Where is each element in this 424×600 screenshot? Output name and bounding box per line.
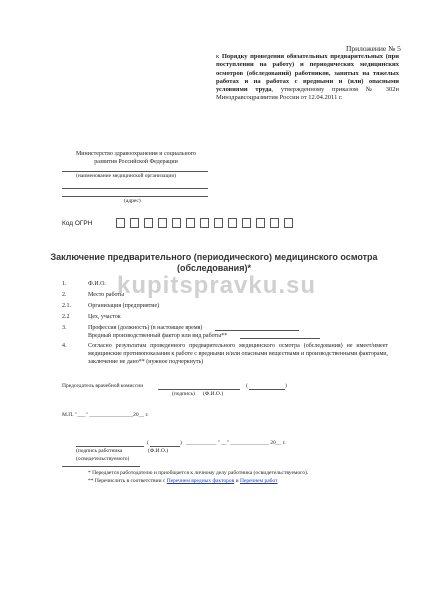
- appendix-reference: [216, 53, 399, 103]
- ogrn-digit-box[interactable]: [130, 218, 139, 228]
- ogrn-digit-box[interactable]: [144, 218, 153, 228]
- item-22-label: Цех, участок: [88, 314, 121, 320]
- org-name-line: [62, 171, 208, 172]
- item-4-num: 4.: [62, 343, 67, 349]
- harmful-factors-link[interactable]: Перечнем вредных факторов: [166, 478, 235, 484]
- appendix-title: Приложение № 5: [346, 44, 401, 53]
- footnote-2: [88, 478, 278, 486]
- item-2-num: 2.: [62, 292, 67, 298]
- ogrn-digit-box[interactable]: [158, 218, 167, 228]
- item-4-text: Согласно результатам проведенного предварительного медицинского осмотра (обследования) не имеет/имеет медицинские противопоказания к работе с вредными и/или опасными веществами и производственными факторами, заключение не дано** (нужное подчеркнуть): [88, 343, 388, 365]
- ogrn-digit-box[interactable]: [270, 218, 279, 228]
- org-name-caption: (наименование медицинской организации): [76, 173, 177, 179]
- ogrn-digit-box[interactable]: [242, 218, 251, 228]
- ogrn-digit-box[interactable]: [116, 218, 125, 228]
- document-heading: [50, 252, 378, 274]
- appendix-bold-text: Порядку проведения обязательных предварительных (при поступлении на работу) и периодических медицинских осмотров (обследований) работников, занятых на тяжелых работах и на работах с вредными и (или) опасными условиями труда: [216, 53, 400, 94]
- ogrn-digit-box[interactable]: [214, 218, 223, 228]
- item-21-label: Организация (предприятие): [88, 303, 160, 309]
- worker-date: ___________ " __" ______________ 20__ г.: [186, 440, 286, 446]
- ogrn-digit-box[interactable]: [256, 218, 265, 228]
- item-3-label: Профессия (должность) (в настоящее время): [88, 325, 203, 331]
- stamp-date: М.П. "___" ________________20__ г.: [62, 412, 149, 418]
- worker-signature-line[interactable]: [76, 446, 144, 447]
- ogrn-label: Код ОГРН: [62, 220, 93, 227]
- ogrn-digit-box[interactable]: [186, 218, 195, 228]
- item-2-label: Место работы: [88, 292, 125, 298]
- chairman-signature-line[interactable]: [158, 389, 240, 390]
- heading-line1: Заключение предварительного (периодического) медицинского осмотра: [50, 252, 378, 262]
- harmful-factor-label: Вредный производственный фактор или вид работы**: [88, 333, 228, 339]
- worker-fio-line[interactable]: [150, 446, 180, 447]
- fio-caption: (Ф.И.О.): [203, 391, 224, 397]
- item-22-num: 2.2: [62, 314, 70, 320]
- chairman-fio-line[interactable]: [249, 389, 285, 390]
- ministry-block: [62, 150, 210, 166]
- footnote-2-mid: и: [235, 478, 239, 484]
- ogrn-digit-box[interactable]: [284, 218, 293, 228]
- heading-line2: (обследования)*: [177, 263, 251, 273]
- watermark: kupitspravku.su: [117, 272, 317, 299]
- footnote-2-prefix: ** Перечислить в соответствии с: [88, 478, 166, 484]
- address-caption: (адрес): [124, 198, 141, 204]
- chairman-label: Председатель врачебной комиссии: [62, 383, 144, 389]
- profession-line[interactable]: [215, 330, 299, 331]
- ogrn-digit-box[interactable]: [200, 218, 209, 228]
- ministry-line1: Министерство здравоохранения и социального: [75, 151, 197, 157]
- item-3-num: 3.: [62, 325, 67, 331]
- works-list-link[interactable]: Перечнем работ: [239, 478, 278, 484]
- harmful-factor-line[interactable]: [240, 338, 320, 339]
- signature-caption: (подпись): [172, 391, 195, 397]
- item-1-num: 1.: [62, 281, 67, 287]
- address-line: [62, 196, 208, 197]
- worker-caption: (подпись работника: [76, 448, 123, 454]
- worker-fio-caption: (Ф.И.О.): [148, 448, 169, 454]
- item-21-num: 2.1.: [62, 303, 71, 309]
- ogrn-digit-box[interactable]: [172, 218, 181, 228]
- ogrn-digit-box[interactable]: [228, 218, 237, 228]
- ministry-line2: развития Российской Федерации: [94, 159, 178, 165]
- footnote-1: * Передается работодателю и приобщается к личному делу работника (освидетельствуемого).: [88, 470, 309, 476]
- item-1-label: Ф.И.О.: [88, 281, 106, 287]
- appendix-rest: , утвержденному приказом № 302н Минздравсоцразвития России от 12.04.2011 г.: [216, 86, 399, 102]
- appendix-intro: к: [216, 53, 220, 60]
- worker-caption-2: (освидетельствуемого): [76, 456, 130, 462]
- footnote-separator: [62, 466, 140, 467]
- org-line-2: [62, 188, 208, 189]
